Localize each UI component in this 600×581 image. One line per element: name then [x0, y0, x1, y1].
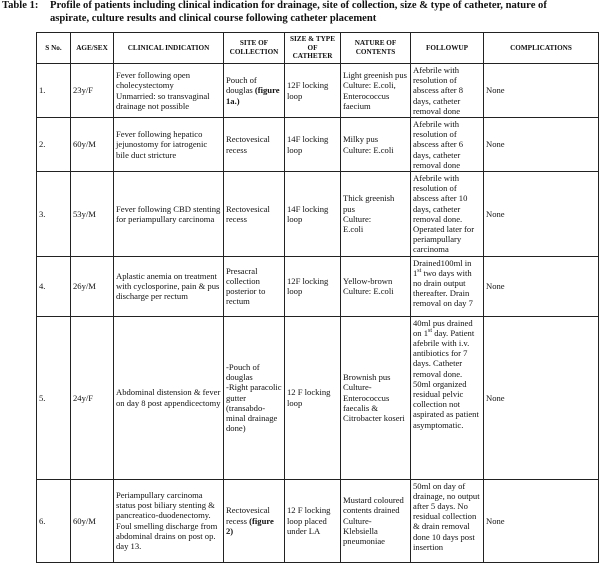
- cell-indication: Aplastic anemia on treatment with cyclosporine, pain & pus discharge per rectum: [114, 256, 224, 316]
- cell-nature: Mustard coloured contents drained Culture- Klebsiella pneumoniae: [341, 479, 411, 562]
- cell-complications: None: [484, 118, 599, 172]
- cell-indication: Fever following hepatico jejunostomy for iatrogenic bile duct stricture: [114, 118, 224, 172]
- header-age-sex: AGE/SEX: [71, 33, 114, 64]
- figure-ref: (figure 1a.): [226, 85, 280, 106]
- cell-catheter: 12F locking loop: [285, 64, 341, 118]
- cell-site: [224, 316, 285, 479]
- cell-sno: 3.: [37, 172, 71, 257]
- cell-age-sex: 53y/M: [71, 172, 114, 257]
- cell-nature: Brownish pus Culture- Enterococcus faecalis & Citrobacter koseri: [341, 316, 411, 479]
- cell-indication: Periampullary carcinoma status post biliary stenting & pancreatico-duodenectomy. Foul smelling discharge from abdominal drains on post op. day 13.: [114, 479, 224, 562]
- cell-complications: None: [484, 64, 599, 118]
- cell-site: [224, 479, 285, 562]
- followup-superscript: st: [417, 268, 422, 274]
- header-size-type-catheter: SIZE & TYPE OF CATHETER: [285, 33, 341, 64]
- cell-age-sex: 26y/M: [71, 256, 114, 316]
- figure-ref: (figure 2): [226, 515, 274, 536]
- cell-nature: Light greenish pus Culture: E.coli, Enterococcus faecium: [341, 64, 411, 118]
- cell-sno: 4.: [37, 256, 71, 316]
- cell-catheter: 12 F locking loop: [285, 316, 341, 479]
- cell-site: [224, 118, 285, 172]
- followup-text-a: 40ml pus drained on 1: [413, 317, 473, 338]
- cell-sno: 5.: [37, 316, 71, 479]
- cell-nature: Yellow-brown Culture: E.coli: [341, 256, 411, 316]
- cell-followup: Afebrile with resolution of abscess after 8 days, catheter removal done: [411, 64, 484, 118]
- cell-catheter: 12 F locking loop placed under LA: [285, 479, 341, 562]
- cell-sno: 1.: [37, 64, 71, 118]
- cell-age-sex: 60y/M: [71, 479, 114, 562]
- cell-followup: Afebrile with resolution of abscess after 6 days, catheter removal done: [411, 118, 484, 172]
- cell-sno: 6.: [37, 479, 71, 562]
- cell-catheter: 14F locking loop: [285, 118, 341, 172]
- cell-age-sex: 24y/F: [71, 316, 114, 479]
- cell-site: [224, 64, 285, 118]
- table-row: [37, 172, 599, 257]
- header-row: [37, 33, 599, 64]
- table-row: [37, 118, 599, 172]
- table-row: [37, 64, 599, 118]
- table-row: [37, 316, 599, 479]
- followup-text-b: day. Patient afebrile with i.v. antibiotics for 7 days. Catheter removal done. 50ml organized residual pelvic collection not aspirated as patient asymptomatic.: [413, 327, 479, 430]
- cell-followup: 50ml on day of drainage, no output after 5 days. No residual collection & drain removal done 10 days post insertion: [411, 479, 484, 562]
- header-complications: COMPLICATIONS: [484, 33, 599, 64]
- header-nature-of-contents: NATURE OF CONTENTS: [341, 33, 411, 64]
- cell-complications: None: [484, 256, 599, 316]
- caption-line-2: aspirate, culture results and clinical course following catheter placement: [50, 12, 377, 24]
- header-clinical-indication: CLINICAL INDICATION: [114, 33, 224, 64]
- cell-complications: None: [484, 316, 599, 479]
- site-text: Rectovesical recess: [226, 203, 270, 224]
- caption-line-1: Profile of patients including clinical indication for drainage, site of collection, size & type of catheter, nature of: [50, 0, 547, 11]
- site-text: Pouch of douglas: [226, 75, 257, 96]
- caption-label: Table 1:: [2, 0, 39, 11]
- cell-sno: 2.: [37, 118, 71, 172]
- cell-followup: [411, 316, 484, 479]
- site-text: Rectovesical recess: [226, 505, 270, 526]
- cell-site: [224, 256, 285, 316]
- followup-text-b: two days with no drain output thereafter. Drain removal on day 7: [413, 267, 473, 309]
- table-caption: [2, 0, 598, 25]
- cell-complications: None: [484, 172, 599, 257]
- cell-nature: Milky pus Culture: E.coli: [341, 118, 411, 172]
- cell-site: [224, 172, 285, 257]
- header-sno: S No.: [37, 33, 71, 64]
- site-text: -Pouch of douglas -Right paracolic gutter (transabdo-minal drainage done): [226, 361, 282, 434]
- header-site-of-collection: SITE OF COLLECTION: [224, 33, 285, 64]
- cell-followup: Afebrile with resolution of abscess after 10 days, catheter removal done. Operated later for periampullary carcinoma: [411, 172, 484, 257]
- cell-indication: Fever following CBD stenting for periampullary carcinoma: [114, 172, 224, 257]
- followup-superscript: st: [428, 328, 433, 334]
- site-text: Rectovesical recess: [226, 134, 270, 155]
- table-row: [37, 479, 599, 562]
- cell-complications: None: [484, 479, 599, 562]
- cell-nature: Thick greenish pus Culture: E.coli: [341, 172, 411, 257]
- site-text: Presacral collection posterior to rectum: [226, 265, 266, 307]
- followup-text-a: Drained100ml in 1: [413, 257, 472, 278]
- cell-indication: Fever following open cholecystectomy Unmarried: so transvaginal drainage not possible: [114, 64, 224, 118]
- cell-catheter: 14F locking loop: [285, 172, 341, 257]
- table-row: [37, 256, 599, 316]
- patient-profile-table: [36, 32, 599, 563]
- cell-indication: Abdominal distension & fever on day 8 post appendicectomy: [114, 316, 224, 479]
- cell-catheter: 12F locking loop: [285, 256, 341, 316]
- header-followup: FOLLOWUP: [411, 33, 484, 64]
- cell-age-sex: 60y/M: [71, 118, 114, 172]
- cell-followup: [411, 256, 484, 316]
- cell-age-sex: 23y/F: [71, 64, 114, 118]
